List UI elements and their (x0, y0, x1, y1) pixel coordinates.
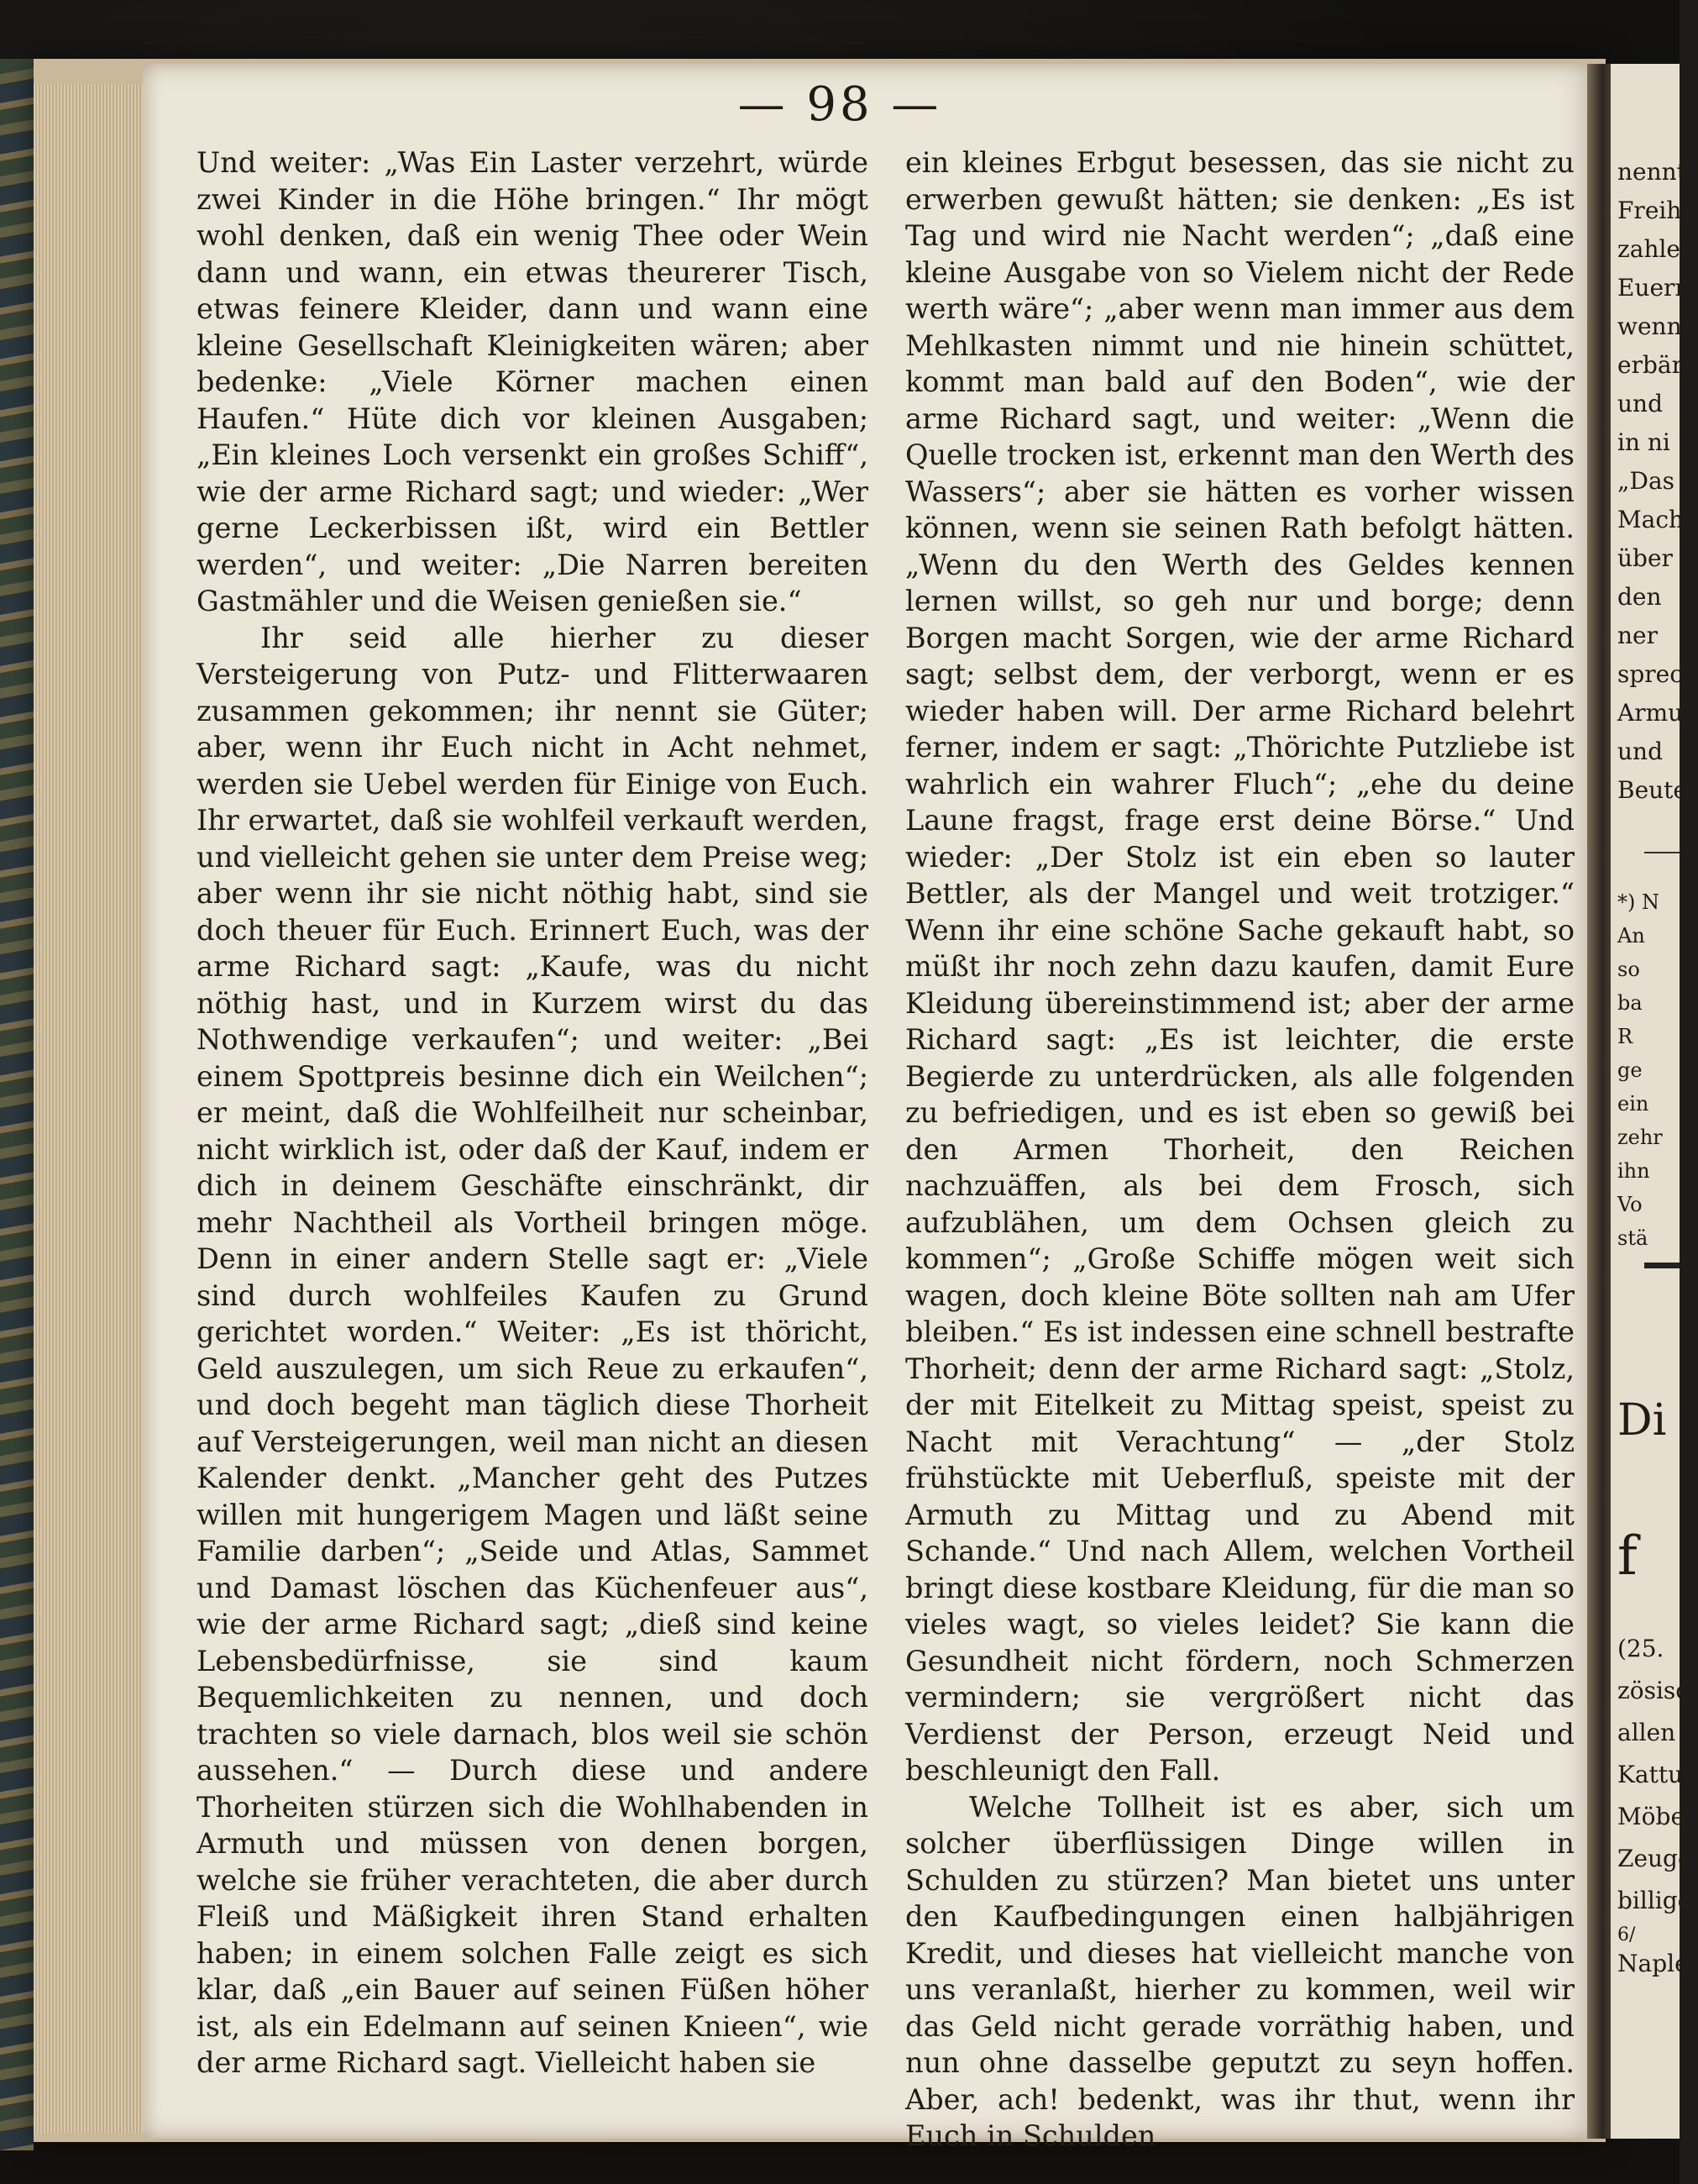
next-page-footnote-fragment: ihn (1617, 1159, 1650, 1183)
next-page-fragment: in ni (1617, 428, 1670, 456)
next-page-fragment: 6/ (1617, 1924, 1636, 1945)
next-page-footnote-fragment: An (1617, 924, 1645, 948)
next-page-footnote-fragment: stä (1617, 1226, 1648, 1250)
next-page-rule (1644, 852, 1680, 853)
book-gutter (1587, 64, 1612, 2139)
left-text-column (197, 144, 868, 2082)
next-page-fragment: sprech (1617, 660, 1698, 688)
next-page-footnote-fragment: ba (1617, 991, 1643, 1015)
next-page-fragment: Naple (1617, 1950, 1689, 1977)
page-stack-edge (34, 84, 143, 2134)
next-page-fragment: „Das (1617, 467, 1675, 495)
next-page-footnote-fragment: so (1617, 958, 1640, 981)
next-page-fragment: und (1617, 390, 1663, 417)
next-page-footnote-fragment: ge (1617, 1058, 1643, 1082)
next-page-fragment: Armu (1617, 699, 1684, 727)
left-paragraph-2: Ihr seid alle hierher zu dieser Versteigerung von Putz- und Flitterwaaren zusammen gekommen; ihr nennt sie Güter; aber, wenn ihr Euch nicht in Acht nehmet, werden sie Uebel werden für Einige von Euch. Ihr erwartet, daß sie wohlfeil verkauft werden, und vielleicht gehen sie unter dem Preise weg; aber wenn ihr sie nicht nöthig habt, sind sie doch theuer für Euch. Erinnert Euch, was der arme Richard sagt: „Kaufe, was du nicht nöthig hast, und in Kurzem wirst du das Nothwendige verkaufen“; und weiter: „Bei einem Spottpreis besinne dich ein Weilchen“; er meint, daß die Wohlfeilheit nur scheinbar, nicht wirklich ist, oder daß der Kauf, indem er dich in deinem Geschäfte einschränkt, dir mehr Nachtheil als Vortheil bringen möge. Denn in einer andern Stelle sagt er: „Viele sind durch wohlfeiles Kaufen zu Grund gerichtet worden.“ Weiter: „Es ist thöricht, Geld auszulegen, um sich Reue zu erkaufen“, und doch begeht man täglich diese Thorheit auf Versteigerungen, weil man nicht an diesen Kalender denkt. „Mancher geht des Putzes willen mit hungerigem Magen und läßt seine Familie darben“; „Seide und Atlas, Sammet und Damast löschen das Küchenfeuer aus“, wie der arme Richard sagt; „dieß sind keine Lebensbedürfnisse, sie sind kaum Bequemlichkeiten zu nennen, und doch trachten so viele darnach, blos weil sie schön aussehen.“ — Durch diese und andere Thorheiten stürzen sich die Wohlhabenden in Armuth und müssen von denen borgen, welche sie früher verachteten, die aber durch Fleiß und Mäßigkeit ihren Stand erhalten haben; in einem solchen Falle zeigt es sich klar, daß „ein Bauer auf seinen Füßen höher ist, als ein Edelmann auf seinen Knieen“, wie der arme Richard sagt. Vielleicht haben sie (197, 621, 868, 2079)
next-page-edge (1611, 64, 1698, 2139)
right-paragraph-1: ein kleines Erbgut besessen, das sie nicht zu erwerben gewußt hätten; sie denken: „Es ist Tag und wird nie Nacht werden“; „daß eine kleine Ausgabe von so Vielem nicht der Rede werth wäre“; „aber wenn man immer aus dem Mehlkasten nimmt und nie hinein schüttet, kommt man bald auf den Boden“, wie der arme Richard sagt, und weiter: „Wenn die Quelle trocken ist, erkennt man den Werth des Wassers“; aber sie hätten es vorher wissen können, wenn sie seinen Rath befolgt hätten. „Wenn du den Werth des Geldes kennen lernen willst, so geh nur und borge; denn Borgen macht Sorgen, wie der arme Richard sagt; selbst dem, der verborgt, wenn er es wieder haben will. Der arme Richard belehrt ferner, indem er sagt: „Thörichte Putzliebe ist wahrlich ein wahrer Fluch“; „ehe du deine Laune fragst, frage erst deine Börse.“ Und wieder: „Der Stolz ist ein eben so lauter Bettler, als der Mangel und weit trotziger.“ Wenn ihr eine schöne Sache gekauft habt, so müßt ihr noch zehn dazu kaufen, damit Eure Kleidung übereinstimmend ist; aber der arme Richard sagt: „Es ist leichter, die erste Begierde zu unterdrücken, als alle folgenden zu befriedigen, und es ist eben so gewiß bei den Armen Thorheit, den Reichen nachzuäffen, als bei dem Frosch, sich aufzublähen, um dem Ochsen gleich zu kommen“; „Große Schiffe mögen weit sich wagen, doch kleine Böte sollten nah am Ufer bleiben.“ Es ist indessen eine schnell bestrafte Thorheit; denn der arme Richard sagt: „Stolz, der mit Eitelkeit zu Mittag speist, speist zu Nacht mit Verachtung“ — „der Stolz frühstückte mit Ueberfluß, speiste mit der Armuth zu Mittag und zu Abend mit Schande.“ Und nach Allem, welchen Vortheil bringt diese kostbare Kleidung, für die man so vieles wagt, so vieles leidet? Sie kann die Gesundheit nicht fördern, noch Schmerzen vermindern; sie vergrößert nicht das Verdienst der Person, erzeugt Neid und beschleunigt den Fall. (905, 146, 1575, 1787)
right-paragraph-2: Welche Tollheit ist es aber, sich um solcher überflüssigen Dinge willen in Schulden zu stürzen? Man bietet uns unter den Kaufbedingungen einen halbjährigen Kredit, und dieses hat vielleicht manche von uns veranlaßt, hierher zu kommen, weil wir das Geld nicht gerade vorräthig haben, und nun ohne dasselbe geputzt zu seyn hoffen. Aber, ach! bedenkt, was ihr thut, wenn ihr Euch in Schulden (905, 1790, 1575, 2152)
next-page-heading-fragment: Di (1617, 1395, 1667, 1446)
next-page-fragment: zahlen (1617, 235, 1696, 263)
next-page-fragment: ner (1617, 622, 1658, 649)
next-page-fragment: billige (1617, 1887, 1692, 1914)
left-paragraph-1: Und weiter: „Was Ein Laster verzehrt, würde zwei Kinder in die Höhe bringen.“ Ihr mögt wohl denken, daß ein wenig Thee oder Wein dann und wann, ein etwas theurerer Tisch, etwas feinere Kleider, dann und wann eine kleine Gesellschaft Kleinigkeiten wären; aber bedenke: „Viele Körner machen einen Haufen.“ Hüte dich vor kleinen Ausgaben; „Ein kleines Loch versenkt ein großes Schiff“, wie der arme Richard sagt; und wieder: „Wer gerne Leckerbissen ißt, wird ein Bettler werden“, und weiter: „Die Narren bereiten Gastmähler und die Weisen genießen sie.“ (197, 146, 868, 617)
next-page-fragment: zösisc (1617, 1677, 1689, 1704)
next-page-fragment: allen (1617, 1719, 1676, 1746)
next-page-fragment: Zeuge (1617, 1845, 1692, 1872)
next-page-footnote-fragment: ein (1617, 1092, 1649, 1116)
next-page-footnote-fragment: *) N (1617, 890, 1659, 914)
next-page-footnote-fragment: R (1617, 1025, 1633, 1048)
next-page-fragment: (25. (1617, 1635, 1664, 1662)
next-page-fragment: Beute (1617, 776, 1688, 804)
next-page-heading-fragment: f (1617, 1525, 1638, 1588)
next-page-fragment: Euern (1617, 274, 1690, 302)
right-text-column (905, 144, 1575, 2155)
next-page-thick-rule (1644, 1263, 1680, 1268)
next-page-footnote-fragment: Vo (1617, 1193, 1643, 1216)
next-page-fragment: über (1617, 544, 1673, 572)
next-page-fragment: Kattu (1617, 1761, 1684, 1788)
marbled-cover-edge (0, 59, 34, 2150)
next-page-fragment: Möbe (1617, 1803, 1685, 1830)
next-page-fragment: Mach (1617, 506, 1685, 533)
page-number: — 98 — (737, 77, 942, 132)
next-page-fragment: Freihe (1617, 197, 1695, 224)
next-page-fragment: und (1617, 738, 1663, 765)
next-page-footnote-fragment: zehr (1617, 1126, 1663, 1149)
next-page-fragment: wenn (1617, 312, 1682, 340)
next-page-fragment: nennt; (1617, 158, 1695, 186)
next-page-fragment: erbär (1617, 351, 1683, 379)
next-page-fragment: den (1617, 583, 1662, 611)
